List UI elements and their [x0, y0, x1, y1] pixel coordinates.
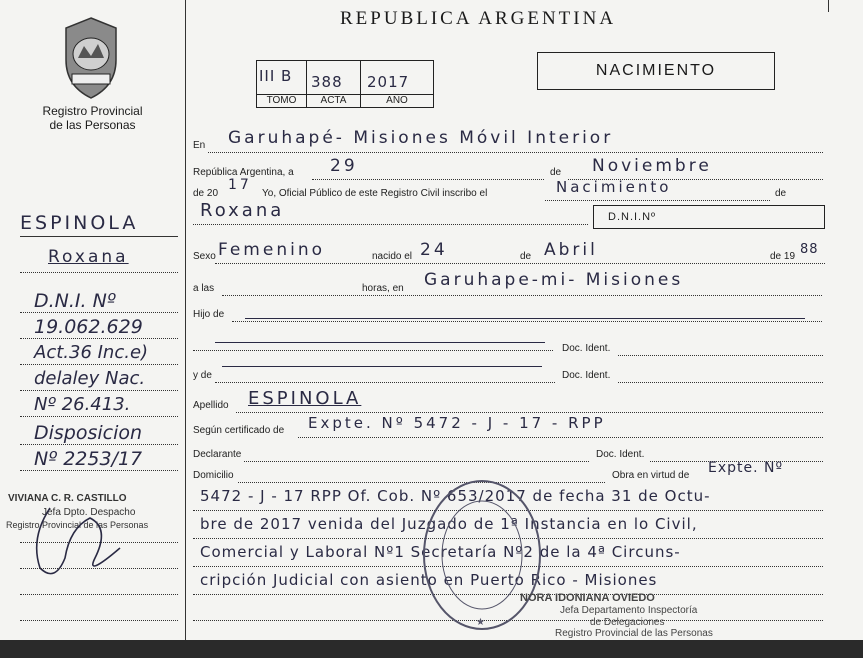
certificate-value: Expte. Nº 5472 - J - 17 - RPP [308, 414, 606, 432]
margin-line: Disposicion [34, 422, 143, 444]
label-nacido: nacido el [372, 251, 413, 262]
birth-year: 88 [800, 242, 819, 257]
margin-rule [20, 364, 178, 365]
label-alas: a las [193, 283, 215, 294]
body-line: bre de 2017 venida del Juzgado de 1ª Instancia en lo Civil, [200, 515, 698, 533]
record-type: NACIMIENTO [595, 62, 717, 79]
misiones-seal-icon [58, 14, 124, 100]
sex-value: Femenino [218, 240, 325, 260]
label-docident2: Doc. Ident. [562, 370, 611, 381]
margin-rule [20, 338, 178, 339]
corner-mark [828, 0, 829, 12]
tomo-value: III B [259, 67, 293, 85]
body-line: cripción Judicial con asiento en Puerto Rico - Misiones [200, 571, 658, 589]
line-day [312, 179, 544, 180]
acta-label: ACTA [320, 95, 347, 106]
dni-label: D.N.I.Nº [608, 211, 657, 223]
line-declarant [244, 461, 589, 462]
scan-edge [0, 640, 863, 658]
margin-line: delaley Nac. [34, 368, 146, 389]
line-mother [215, 382, 555, 383]
stamp-name: NORA IDONIANA OVIEDO [520, 592, 655, 604]
label-yde: y de [193, 370, 212, 381]
label-de: de [550, 167, 562, 178]
birth-day: 24 [420, 240, 448, 260]
struck-line [222, 366, 542, 367]
label-docident: Doc. Ident. [562, 343, 611, 354]
stamp-org: Registro Provincial de las Personas [555, 628, 713, 639]
margin-rule [20, 542, 178, 543]
event-value: Nacimiento [556, 178, 672, 196]
label-de3: de [520, 251, 532, 262]
line-place [208, 152, 823, 153]
label-republica: República Argentina, a [193, 167, 294, 178]
line-doc [618, 355, 823, 356]
margin-rule [20, 444, 178, 445]
margin-line: Act.36 Inc.e) [34, 342, 149, 363]
label-sexo: Sexo [193, 251, 216, 262]
label-obra: Obra en virtud de [612, 470, 690, 481]
obra-ref: Expte. Nº [708, 460, 784, 476]
margin-line: Nº 26.413. [34, 394, 131, 415]
struck-line [245, 318, 805, 319]
label-hijo: Hijo de [193, 309, 225, 320]
line-time [222, 295, 822, 296]
label-en: En [193, 140, 206, 151]
acta-value: 388 [311, 73, 343, 91]
margin-rule [20, 272, 178, 273]
record-number-box [256, 60, 434, 108]
label-year: de 20 [193, 188, 219, 199]
label-horas: horas, en [362, 283, 404, 294]
label-declarante: Declarante [193, 449, 242, 460]
line-event [545, 200, 770, 201]
label-segun: Según certificado de [193, 425, 285, 436]
birth-month: Abril [544, 240, 598, 260]
line-surname [236, 412, 823, 413]
official-round-stamp [418, 475, 546, 635]
margin-rule [20, 568, 178, 569]
label-apellido: Apellido [193, 400, 229, 411]
margin-rule [20, 416, 178, 417]
margin-line: D.N.I. Nº [34, 290, 116, 312]
month-value: Noviembre [592, 156, 712, 176]
margin-rule [20, 312, 178, 313]
margin-line: 19.062.629 [34, 316, 143, 338]
child-name: Roxana [200, 200, 285, 221]
tomo-label: TOMO [266, 95, 297, 106]
line-doc2 [618, 382, 823, 383]
margin-rule [20, 594, 178, 595]
margin-stamp-org: Registro Provincial de las Personas [6, 520, 149, 530]
body-line: 5472 - J - 17 RPP Of. Cob. Nº 653/2017 de fecha 31 de Octu- [200, 487, 711, 505]
dni-box [593, 205, 825, 229]
column-divider [185, 0, 186, 640]
margin-rule [20, 470, 178, 471]
year-value: 17 [228, 177, 252, 193]
line-father2 [193, 350, 553, 351]
stamp-role2: de Delegaciones [590, 617, 665, 628]
line-name [193, 224, 588, 225]
birth-place: Garuhape-mi- Misiones [424, 270, 684, 290]
label-oficial: Yo, Oficial Público de este Registro Civil inscribo el [262, 188, 488, 199]
body-line: Comercial y Laboral Nº1 Secretaría Nº2 de la 4ª Circuns- [200, 543, 681, 561]
line-certificate [298, 437, 823, 438]
place-value: Garuhapé- Misiones Móvil Interior [228, 128, 614, 148]
line-sex [215, 263, 825, 264]
margin-rule [20, 620, 178, 621]
record-type-box [537, 52, 775, 90]
country-title: REPUBLICA ARGENTINA [340, 8, 617, 29]
margin-stamp-name: VIVIANA C. R. CASTILLO [8, 493, 127, 504]
svg-text:★: ★ [476, 617, 485, 628]
margin-rule [20, 236, 178, 237]
day-value: 29 [330, 156, 358, 176]
margin-given: Roxana [48, 247, 129, 267]
label-year-birth: de 19 [770, 251, 796, 262]
margin-line: Nº 2253/17 [34, 448, 143, 470]
ano-value: 2017 [367, 73, 410, 91]
label-domicilio: Domicilio [193, 470, 234, 481]
ano-label: AÑO [386, 95, 408, 106]
margin-surname: ESPINOLA [20, 212, 139, 234]
struck-line [215, 342, 545, 343]
registry-name: Registro Provincial de las Personas [42, 104, 143, 132]
label-de2: de [775, 188, 787, 199]
label-docident3: Doc. Ident. [596, 449, 645, 460]
signature-scribble [20, 498, 140, 588]
margin-stamp-role: Jefa Dpto. Despacho [42, 507, 136, 518]
stamp-role: Jefa Departamento Inspectoría [560, 605, 698, 616]
surname-value: ESPINOLA [248, 388, 362, 409]
margin-rule [20, 390, 178, 391]
line-father [232, 321, 822, 322]
